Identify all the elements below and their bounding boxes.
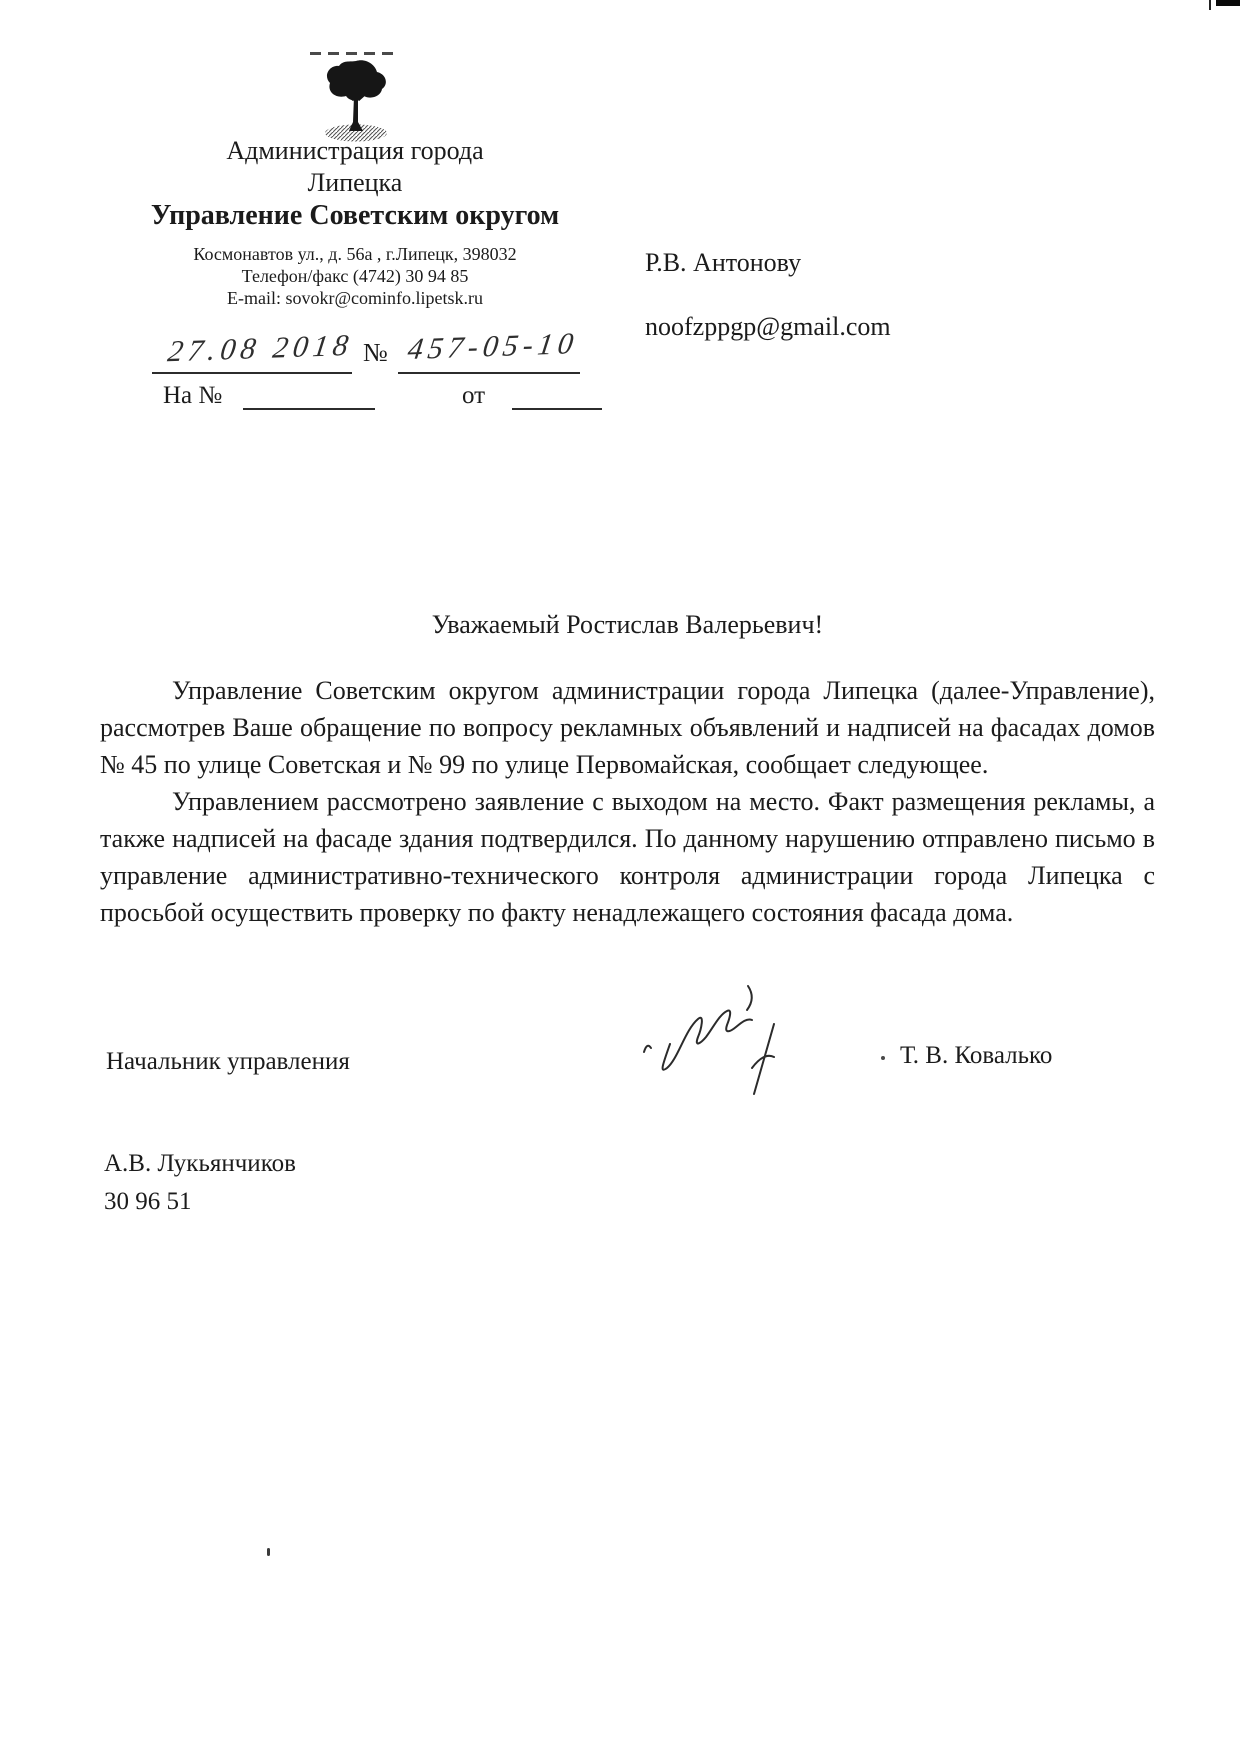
date-underline	[152, 372, 352, 374]
handwritten-outgoing-number: 457-05-10	[405, 326, 581, 367]
scan-artifact-speck	[267, 1548, 270, 1556]
recipient-email: noofzppgp@gmail.com	[645, 312, 891, 341]
letterhead-phone: Телефон/факс (4742) 30 94 85	[241, 266, 469, 286]
scan-artifact-dashed-line	[310, 52, 400, 55]
recipient-name: Р.В. Антонову	[645, 248, 802, 277]
handwritten-signature	[636, 982, 811, 1107]
letterhead-email: E-mail: sovokr@cominfo.lipetsk.ru	[226, 288, 484, 308]
executor-phone: 30 96 51	[104, 1188, 192, 1215]
letterhead-address: Космонавтов ул., д. 56а , г.Липецк, 398032	[193, 244, 517, 264]
number-sign-label: №	[363, 338, 388, 367]
scan-artifact-corner-tick	[1209, 0, 1211, 10]
salutation: Уважаемый Ростислав Валерьевич!	[431, 610, 824, 639]
department-name: Управление Советским округом	[150, 200, 560, 231]
scan-dot	[881, 1056, 885, 1060]
body-paragraph-1: Управление Советским округом администрации города Липецка (далее-Управление), рассмотрев Ваше обращение по вопросу рекламных объявлений и надписей на фасадах домов № 45 по улице Советская и № 99 по улице Первомайская, сообщает следующее.	[100, 676, 1155, 779]
signer-position-title: Начальник управления	[106, 1048, 350, 1075]
incoming-ref-label: На №	[163, 382, 223, 409]
tree-logo-icon	[317, 56, 395, 144]
incoming-ref-underline	[243, 408, 375, 410]
incoming-from-label: от	[462, 382, 486, 409]
letter-body	[100, 672, 1155, 931]
signer-name: Т. В. Ковалько	[900, 1042, 1053, 1069]
org-name-line2: Липецка	[307, 168, 403, 197]
number-underline	[398, 372, 580, 374]
executor-name: А.В. Лукьянчиков	[104, 1150, 296, 1177]
handwritten-date: 27.08 2018	[165, 328, 356, 369]
org-name-line1: Администрация города	[226, 136, 484, 165]
incoming-from-underline	[512, 408, 602, 410]
scan-artifact-corner-bar	[1216, 0, 1240, 6]
body-paragraph-2: Управлением рассмотрено заявление с выходом на место. Факт размещения рекламы, а также надписей на фасаде здания подтвердился. По данному нарушению отправлено письмо в управление административно-технического контроля администрации города Липецка с просьбой осуществить проверку по факту ненадлежащего состояния фасада дома.	[100, 787, 1155, 927]
